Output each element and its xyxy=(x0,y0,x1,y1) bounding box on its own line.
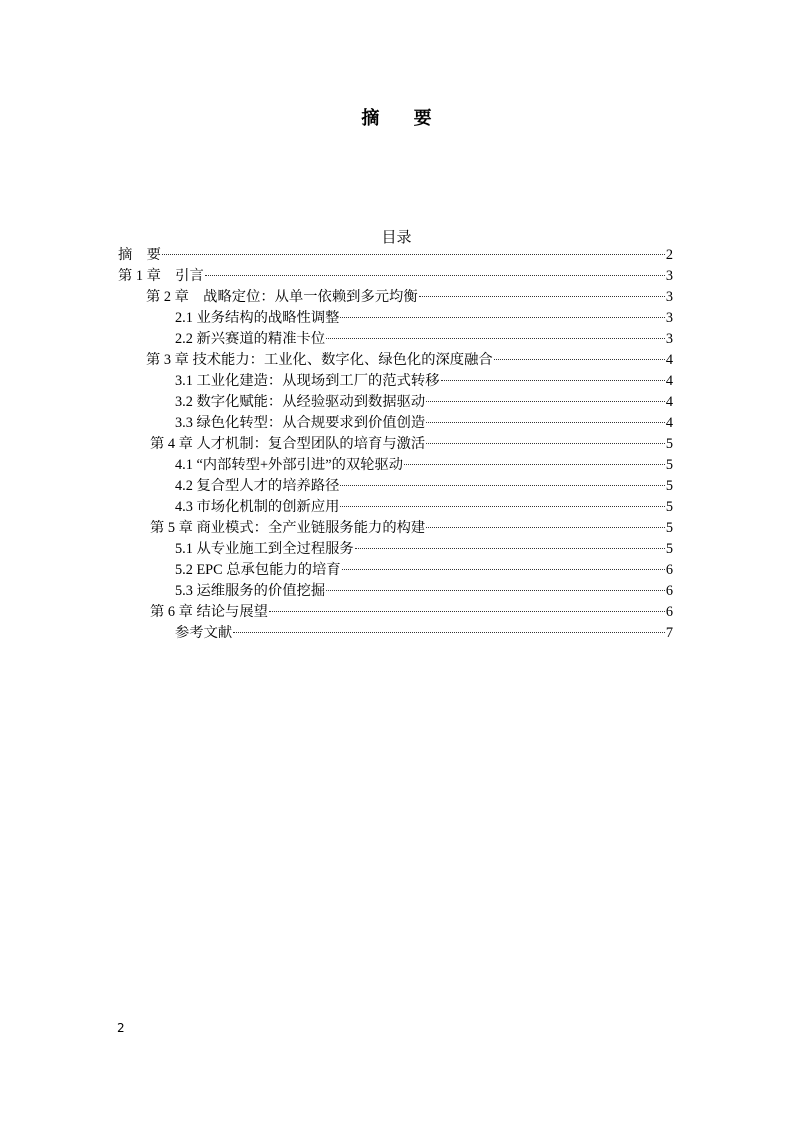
toc-entry-section-2-1[interactable] xyxy=(118,308,673,329)
toc-entry-label: 3.1 工业化建造：从现场到工厂的范式转移 xyxy=(175,373,440,389)
toc-entry-page: 5 xyxy=(665,520,673,536)
footer-page-number: 2 xyxy=(117,1021,125,1035)
dot-leader xyxy=(340,317,664,318)
toc-entry-page: 2 xyxy=(665,247,673,263)
toc-entry-page: 4 xyxy=(665,352,673,368)
toc-entry-section-5-2[interactable] xyxy=(118,560,673,581)
toc-entry-section-4-1[interactable] xyxy=(118,455,673,476)
toc-entry-references[interactable] xyxy=(118,623,673,644)
dot-leader xyxy=(233,632,665,633)
dot-leader xyxy=(355,548,665,549)
toc-entry-section-3-1[interactable] xyxy=(118,371,673,392)
toc-entry-section-5-1[interactable] xyxy=(118,539,673,560)
toc-entry-label: 摘 要 xyxy=(118,247,161,263)
dot-leader xyxy=(205,275,665,276)
toc-entry-page: 5 xyxy=(665,541,673,557)
toc-entry-page: 4 xyxy=(665,415,673,431)
table-of-contents xyxy=(118,245,673,644)
dot-leader xyxy=(419,296,665,297)
toc-entry-page: 3 xyxy=(665,289,673,305)
dot-leader xyxy=(426,401,665,402)
toc-entry-label: 4.1 “内部转型+外部引进”的双轮驱动 xyxy=(175,457,404,473)
toc-entry-chapter-6[interactable] xyxy=(118,602,673,623)
toc-entry-label: 第 3 章 技术能力：工业化、数字化、绿色化的深度融合 xyxy=(146,352,493,368)
toc-entry-label: 第 2 章 战略定位：从单一依赖到多元均衡 xyxy=(146,289,418,305)
dot-leader xyxy=(340,506,664,507)
toc-entry-section-4-3[interactable] xyxy=(118,497,673,518)
dot-leader xyxy=(494,359,665,360)
toc-entry-page: 6 xyxy=(665,583,673,599)
toc-entry-section-2-2[interactable] xyxy=(118,329,673,350)
toc-entry-page: 5 xyxy=(665,478,673,494)
toc-entry-section-3-3[interactable] xyxy=(118,413,673,434)
toc-entry-chapter-5[interactable] xyxy=(118,518,673,539)
dot-leader xyxy=(326,338,665,339)
toc-entry-label: 3.3 绿色化转型：从合规要求到价值创造 xyxy=(175,415,426,431)
dot-leader xyxy=(426,422,665,423)
dot-leader xyxy=(426,527,665,528)
toc-entry-page: 5 xyxy=(665,499,673,515)
toc-entry-page: 3 xyxy=(665,331,673,347)
dot-leader xyxy=(441,380,665,381)
toc-entry-label: 4.3 市场化机制的创新应用 xyxy=(175,499,340,515)
toc-entry-label: 2.2 新兴赛道的精准卡位 xyxy=(175,331,326,347)
toc-entry-page: 5 xyxy=(665,457,673,473)
toc-entry-label: 5.1 从专业施工到全过程服务 xyxy=(175,541,354,557)
dot-leader xyxy=(342,569,665,570)
page-title: 摘 要 xyxy=(361,108,446,129)
toc-entry-page: 6 xyxy=(665,604,673,620)
toc-entry-label: 第 4 章 人才机制：复合型团队的培育与激活 xyxy=(150,436,426,452)
toc-entry-section-4-2[interactable] xyxy=(118,476,673,497)
toc-entry-label: 5.2 EPC 总承包能力的培育 xyxy=(175,562,341,578)
toc-entry-page: 6 xyxy=(665,562,673,578)
toc-entry-chapter-1[interactable] xyxy=(118,266,673,287)
toc-entry-page: 4 xyxy=(665,373,673,389)
toc-entry-chapter-2[interactable] xyxy=(118,287,673,308)
toc-entry-label: 第 5 章 商业模式：全产业链服务能力的构建 xyxy=(150,520,426,536)
toc-entry-chapter-3[interactable] xyxy=(118,350,673,371)
dot-leader xyxy=(326,590,665,591)
toc-entry-page: 7 xyxy=(665,625,673,641)
toc-entry-section-5-3[interactable] xyxy=(118,581,673,602)
toc-entry-label: 第 6 章 结论与展望 xyxy=(150,604,268,620)
dot-leader xyxy=(162,254,665,255)
dot-leader xyxy=(340,485,664,486)
toc-entry-page: 3 xyxy=(665,268,673,284)
dot-leader xyxy=(404,464,665,465)
toc-entry-chapter-4[interactable] xyxy=(118,434,673,455)
toc-entry-label: 第 1 章 引言 xyxy=(118,268,204,284)
toc-entry-label: 2.1 业务结构的战略性调整 xyxy=(175,310,340,326)
toc-entry-label: 3.2 数字化赋能：从经验驱动到数据驱动 xyxy=(175,394,426,410)
toc-entry-abstract[interactable] xyxy=(118,245,673,266)
dot-leader xyxy=(269,611,665,612)
toc-heading: 目录 xyxy=(381,230,412,246)
toc-entry-label: 5.3 运维服务的价值挖掘 xyxy=(175,583,326,599)
toc-entry-page: 4 xyxy=(665,394,673,410)
toc-entry-page: 3 xyxy=(665,310,673,326)
dot-leader xyxy=(426,443,665,444)
toc-entry-section-3-2[interactable] xyxy=(118,392,673,413)
toc-entry-page: 5 xyxy=(665,436,673,452)
toc-entry-label: 参考文献 xyxy=(175,625,233,641)
toc-entry-label: 4.2 复合型人才的培养路径 xyxy=(175,478,340,494)
